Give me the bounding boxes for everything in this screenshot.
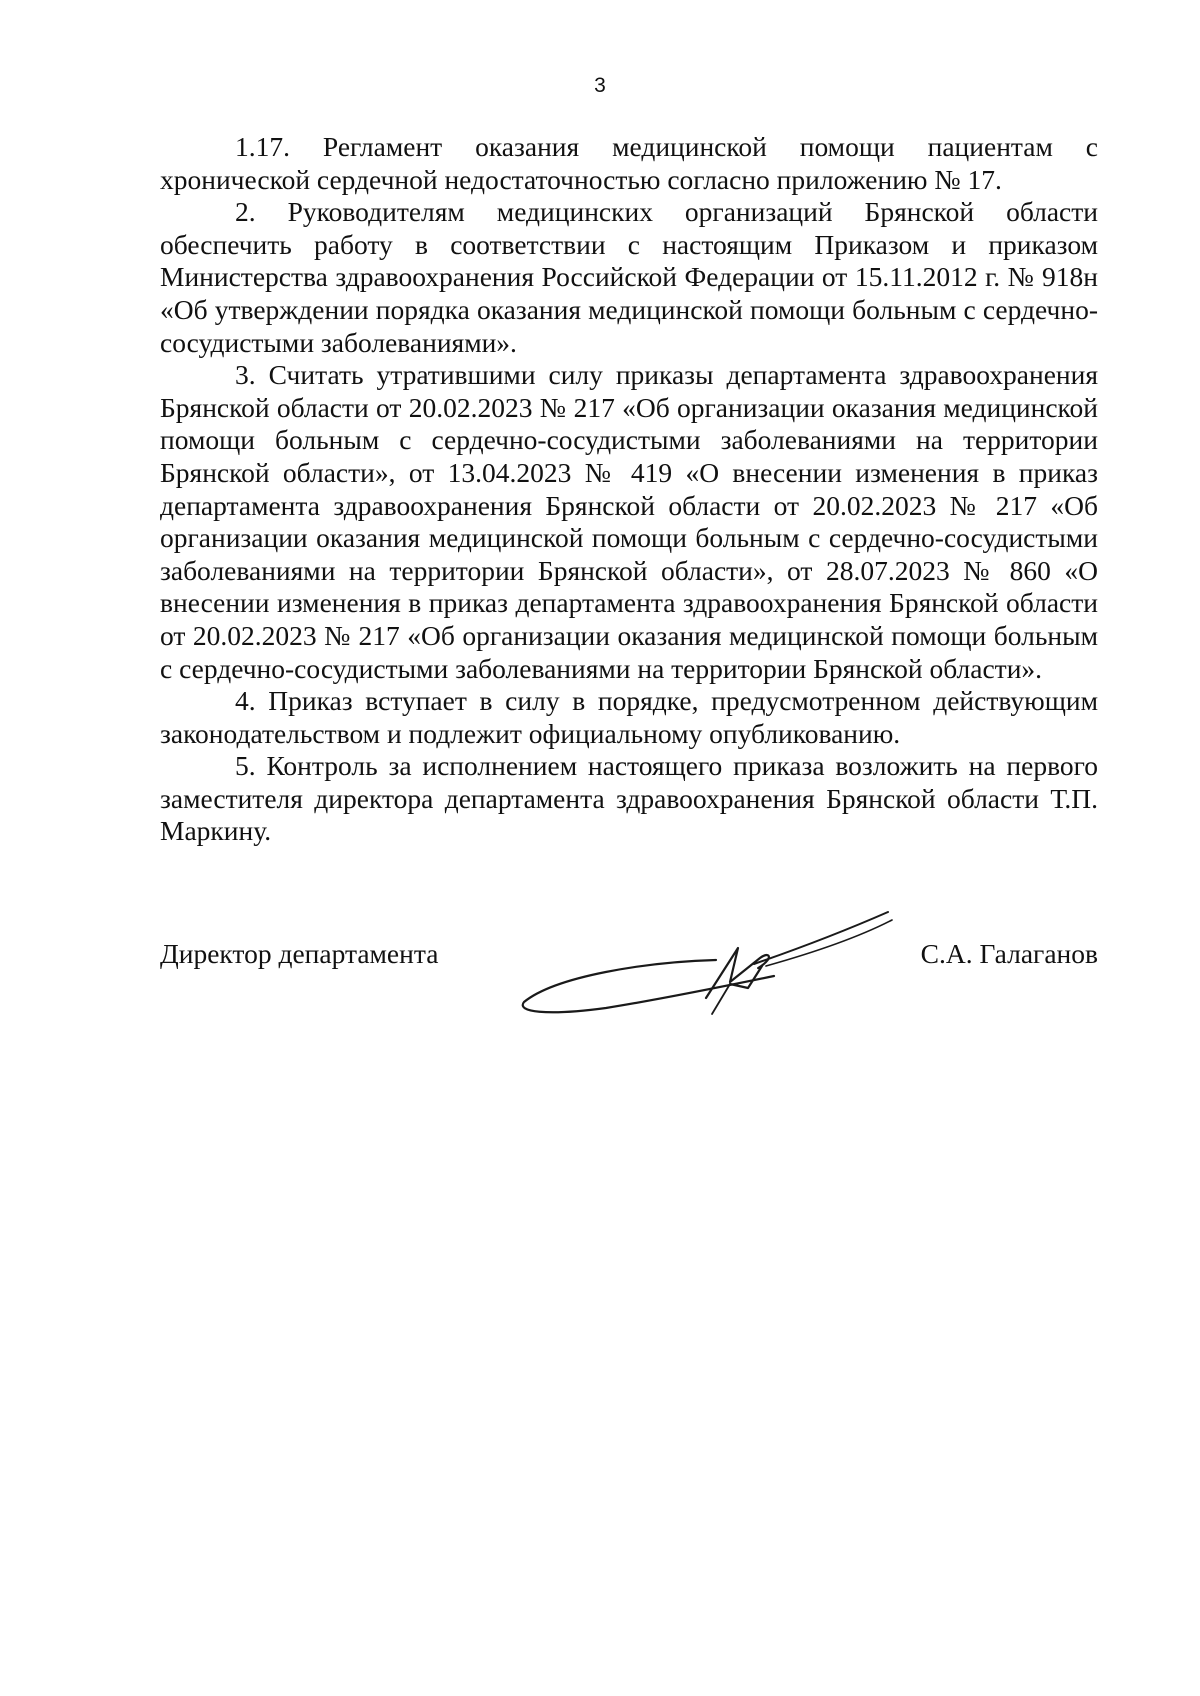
signatory-title: Директор департамента	[160, 938, 439, 969]
paragraph-2: 2. Руководителям медицинских организаций Брянской области обеспечить работу в соответствии с настоящим Приказом и приказом Министерства здравоохранения Российской Федерации от 15.11.2012 г. № 918н «Об утверждении порядка оказания медицинской помощи больным с сердечно-сосудистыми заболеваниями».	[160, 196, 1098, 358]
paragraph-5: 5. Контроль за исполнением настоящего приказа возложить на первого заместителя директора департамента здравоохранения Брянской области Т.П. Маркину.	[160, 750, 1098, 847]
paragraph-1-17: 1.17. Регламент оказания медицинской помощи пациентам с хронической сердечной недостаточностью согласно приложению № 17.	[160, 131, 1098, 195]
signatory-name: С.А. Галаганов	[920, 938, 1098, 969]
signature-letters	[706, 948, 769, 998]
signature-flourish-2	[766, 920, 892, 966]
signature-block	[160, 928, 1098, 1048]
signature-flourish	[754, 912, 888, 964]
paragraph-4: 4. Приказ вступает в силу в порядке, предусмотренном действующим законодательством и подлежит официальному опубликованию.	[160, 685, 1098, 749]
handwritten-signature	[516, 904, 936, 1034]
paragraph-3: 3. Считать утратившими силу приказы департамента здравоохранения Брянской области от 20.02.2023 № 217 «Об организации оказания медицинской помощи больным с сердечно-сосудистыми заболеваниями на территории Брянской области», от 13.04.2023 № 419 «О внесении изменения в приказ департамента здравоохранения Брянской области от 20.02.2023 № 217 «Об организации оказания медицинской помощи больным с сердечно-сосудистыми заболеваниями на территории Брянской области», от 28.07.2023 № 860 «О внесении изменения в приказ департамента здравоохранения Брянской области от 20.02.2023 № 217 «Об организации оказания медицинской помощи больным с сердечно-сосудистыми заболеваниями на территории Брянской области».	[160, 359, 1098, 684]
document-body	[160, 131, 1098, 848]
page-number: 3	[594, 74, 606, 97]
